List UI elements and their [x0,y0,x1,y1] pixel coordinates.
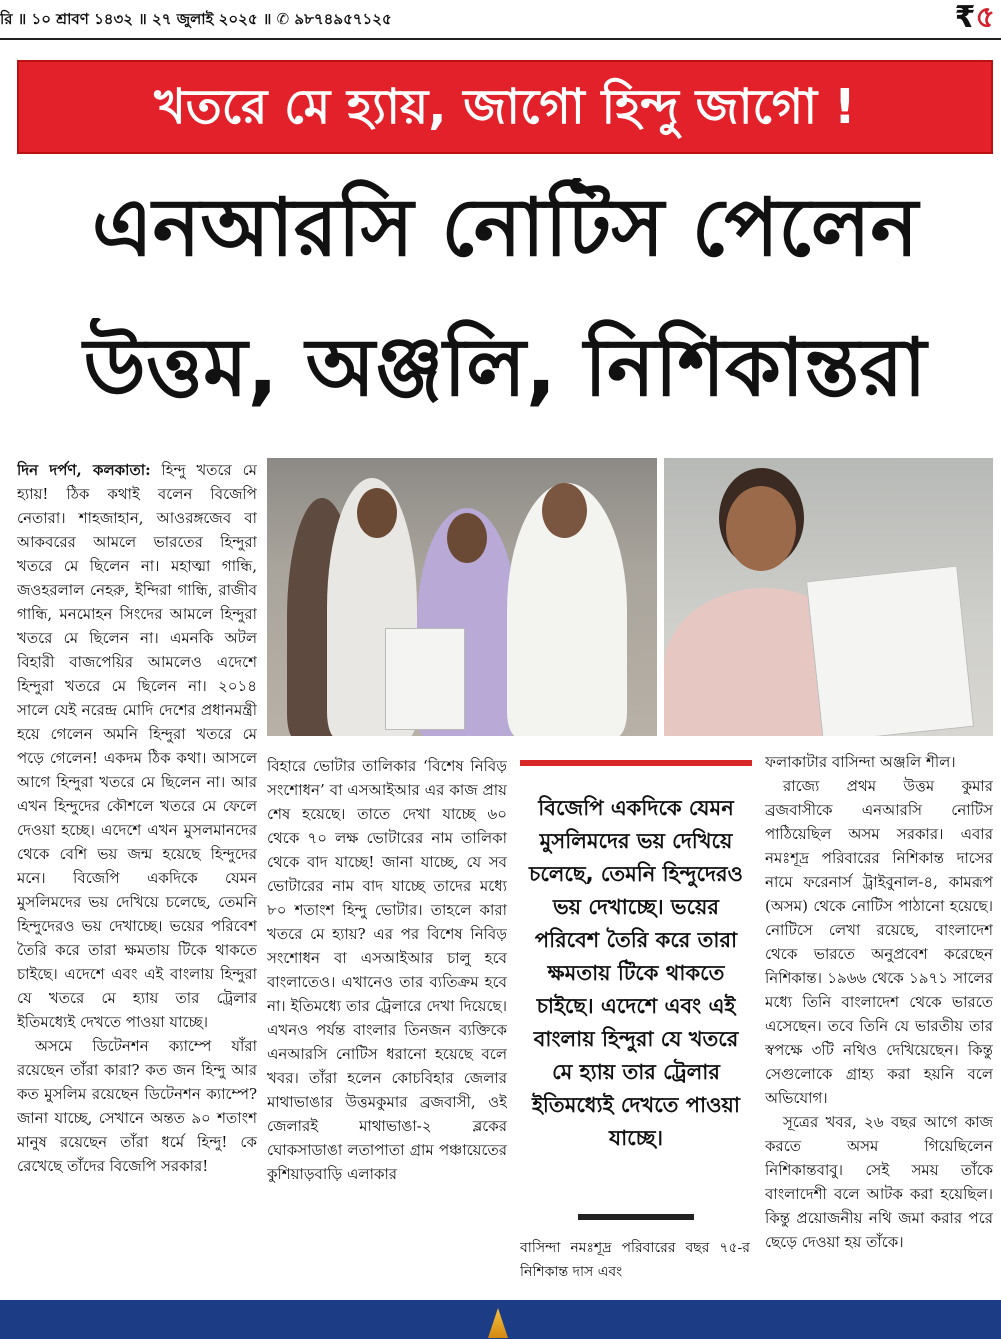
pull-quote [520,760,752,1220]
headline-line-1: এনআরসি নোটিস পেলেন [91,181,919,274]
price-symbol: ₹ [954,0,976,35]
headline-line-2: উত্তম, অঞ্জলি, নিশিকান্তরা [83,321,927,414]
photo-group-with-notice [267,458,657,736]
article-column-3 [520,1236,750,1292]
pull-quote-text: বিজেপি একদিকে যেমন মুসলিমদের ভয় দেখিয়ে চলেছে, তেমনি হিন্দুদেরও ভয় দেখাচ্ছে। ভয়ের পরিবেশ তৈরি করে তারা ক্ষমতায় টিকে থাকতে চাইছে। এদেশে এবং এই বাংলায় হিন্দুরা যে খতরে মে হ্যায় তার ট্রেলার ইতিমধ্যেই দেখতে পাওয়া যাচ্ছে। [528,796,744,1150]
lamp-icon [488,1308,508,1338]
column-2-text: বিহারে ভোটার তালিকার ‘বিশেষ নিবিড় সংশোধন’ বা এসআইআর এর কাজ প্রায় শেষ হয়েছে। তাতে দেখা যাচ্ছে ৬০ থেকে ৭০ লক্ষ ভোটারের নাম তালিকা থেকে বাদ যাচ্ছে! জানা যাচ্ছে, যে সব ভোটারের নাম বাদ যাচ্ছে তাদের মধ্যে ৮০ শতাংশ হিন্দু ভোটার। তাহলে কারা খতরে মে হ্যায়? এর পর বিশেষ নিবিড় সংশোধন বা এসআইআর চালু হবে বাংলাতেও। এখানেও তার ব্যতিক্রম হবে না। ইতিমধ্যে তার ট্রেলারে দেখা দিয়েছে। এখনও পর্যন্ত বাংলার তিনজন ব্যক্তিকে এনআরসি নোটিস ধরানো হয়েছে বলে খবর। তাঁরা হলেন কোচবিহার জেলার মাথাভাঙার উত্তমকুমার ব্রজবাসী, ওই জেলারই মাথাভাঙা-২ ব্লকের ঘোকসাডাঙা লতাপাতা গ্রাম পঞ্চায়েতের কুশিয়াড়বাড়ি এলাকার [267,757,507,1183]
notice-document-image-2 [806,565,974,736]
kicker-banner: খতরে মে হ্যায়, জাগো হিন্দু জাগো ! [17,60,993,154]
article-column-4 [765,750,993,1294]
article-column-1 [17,458,257,1292]
page-number-digit: ৫ [975,0,995,35]
column-4-para-2: রাজ্যে প্রথম উত্তম কুমার ব্রজবাসীকে এনআরসি নোটিস পাঠিয়েছিল অসম সরকার। এবার নমঃশূদ্র পরিবারের নিশিকান্ত দাসের নামে ফরেনার্স ট্রাইবুনাল-৪, কামরূপ (অসম) থেকে নোটিস পাঠানো হয়েছে। নোটিসে লেখা রয়েছে, বাংলাদেশ থেকে ভারতে অনুপ্রবেশ করেছেন নিশিকান্ত। ১৯৬৬ থেকে ১৯৭১ সালের মধ্যে তিনি বাংলাদেশ থেকে ভারতে এসেছেন। তবে তিনি যে ভারতীয় তার স্বপক্ষে ৩টি নথিও দেখিয়েছেন। কিন্তু সেগুলোকে গ্রাহ্য করা হয়নি বলে অভিযোগ। [765,777,993,1107]
article-column-2 [267,754,507,1294]
masthead-strip [0,0,1001,40]
issue-dateline: রি ॥ ১০ শ্রাবণ ১৪৩২ ॥ ২৭ জুলাই ২০২৫ ॥ ✆ ৯৮৭৪৯৫৭১২৫ [0,10,392,28]
column-1-para-1: হিন্দু খতরে মে হ্যায়! ঠিক কথাই বলেন বিজেপি নেতারা। শাহজাহান, আওরঙ্গজেব বা আকবরের আমলে ভারতের হিন্দুরা খতরে মে ছিলেন না। মহাত্মা গান্ধি, জওহরলাল নেহরু, ইন্দিরা গান্ধি, রাজীব গান্ধি, মনমোহন সিংদের আমলে হিন্দুরা খতরে মে ছিলেন না। এমনকি অটল বিহারী বাজপেয়ির আমলেও এদেশে হিন্দুরা খতরে মে ছিলেন না। ২০১৪ সালে যেই নরেন্দ্র মোদি দেশের প্রধানমন্ত্রী হয়ে গেলেন অমনি হিন্দুরা খতরে মে পড়ে গেলেন! একদম ঠিক কথা। আসলে আগে হিন্দুরা খতরে মে ছিলেন না। আর এখন হিন্দুদের কৌশলে খতরে মে ফেলে দেওয়া হচ্ছে। এদেশে এখন মুসলমানদের থেকে বেশি ভয় জন্ম হয়েছে হিন্দুদের মনে। বিজেপি একদিকে যেমন মুসলিমদের ভয় দেখিয়ে চলেছে, তেমনি হিন্দুদেরও ভয় দেখাচ্ছে। ভয়ের পরিবেশ তৈরি করে তারা ক্ষমতায় টিকে থাকতে চাইছে। এদেশে এবং এই বাংলায় হিন্দুরা যে খতরে মে হ্যায় তার ট্রেলার ইতিমধ্যেই দেখতে পাওয়া যাচ্ছে। [17,461,257,1031]
column-1-para-2: অসমে ডিটেনশন ক্যাম্পে যাঁরা রয়েছেন তাঁরা কারা? কত জন হিন্দু আর কত মুসলিম রয়েছেন ডিটেনশন ক্যাম্পে? জানা যাচ্ছে, সেখানে অন্তত ৯০ শতাংশ মানুষ রয়েছেন তাঁরা ধর্মে হিন্দু! কে রেখেছে তাঁদের বিজেপি সরকার! [17,1037,257,1175]
column-3-text: বাসিন্দা নমঃশূদ্র পরিবারের বছর ৭৫-র নিশিকান্ত দাস এবং [520,1240,750,1280]
notice-document-image [385,628,465,730]
column-4-para-3: সূত্রের খবর, ২৬ বছর আগে কাজ করতে অসম গিয়েছিলেন নিশিকান্তবাবু। সেই সময় তাঁকে বাংলাদেশী বলে আটক করা হয়েছিল। কিন্তু প্রয়োজনীয় নথি জমা করার পরে ছেড়ে দেওয়া হয় তাঁকে। [765,1113,993,1251]
photo-woman-with-notice [664,458,993,736]
pull-quote-rule [578,1214,694,1220]
column-4-para-1: ফলাকাটার বাসিন্দা অঞ্জলি শীল। [765,753,956,771]
bottom-ad-strip [0,1300,1001,1339]
article-dateline: দিন দর্পণ, কলকাতা: [17,461,151,479]
page-number [955,0,995,36]
